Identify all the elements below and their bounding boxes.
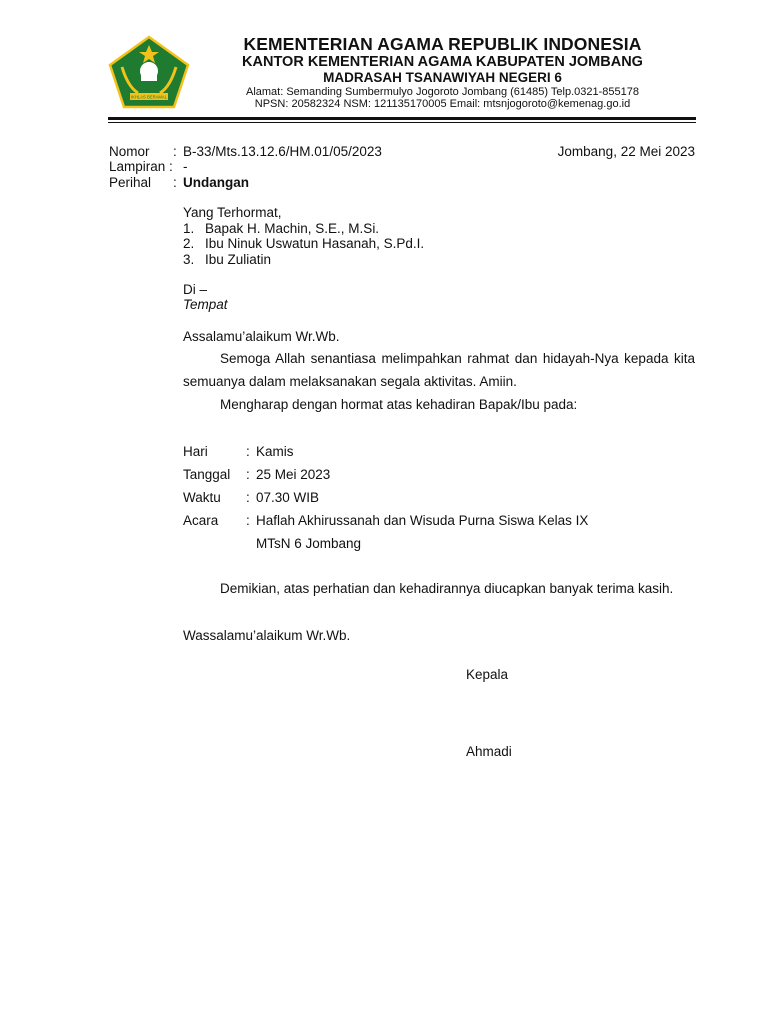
detail-value-hari: Kamis <box>256 444 294 459</box>
closing-salam: Wassalamu’alaikum Wr.Wb. <box>183 628 351 643</box>
lampiran-value: - <box>183 159 188 174</box>
perihal-colon: : <box>173 175 177 190</box>
recipient-name: Ibu Ninuk Uswatun Hasanah, S.Pd.I. <box>205 236 425 251</box>
tempat-label: Tempat <box>183 297 228 312</box>
school-address: Alamat: Semanding Sumbermulyo Jogoroto Jombang (61485) Telp.0321-855178 <box>246 86 639 98</box>
detail-colon: : <box>246 513 250 528</box>
detail-label-hari: Hari <box>183 444 208 459</box>
detail-value-waktu: 07.30 WIB <box>256 490 320 505</box>
recipient-name: Bapak H. Machin, S.E., M.Si. <box>205 221 380 236</box>
detail-colon: : <box>246 467 250 482</box>
recipient-number: 2. <box>183 236 195 251</box>
letterhead-rule-thick <box>108 117 696 120</box>
letterhead-rule-thin <box>108 122 696 123</box>
detail-value-acara-line2: MTsN 6 Jombang <box>256 536 362 551</box>
recipient-greeting: Yang Terhormat, <box>183 205 282 220</box>
nomor-label: Nomor <box>109 144 150 159</box>
signature-name: Ahmadi <box>466 744 512 759</box>
opening-salam: Assalamu’alaikum Wr.Wb. <box>183 329 340 344</box>
svg-text:IKHLAS BERAMAL: IKHLAS BERAMAL <box>130 94 168 100</box>
detail-colon: : <box>246 444 250 459</box>
detail-value-tanggal: 25 Mei 2023 <box>256 467 331 482</box>
signature-title: Kepala <box>466 667 509 682</box>
detail-label-waktu: Waktu <box>183 490 221 505</box>
school-title: MADRASAH TSANAWIYAH NEGERI 6 <box>323 70 562 85</box>
paragraph-prayer: Semoga Allah senantiasa melimpahkan rahmat dan hidayah-Nya kepada kita semuanya dalam melaksanakan segala aktivitas. Amiin. <box>183 351 695 389</box>
office-title: KANTOR KEMENTERIAN AGAMA KABUPATEN JOMBANG <box>242 54 643 70</box>
detail-value-acara: Haflah Akhirussanah dan Wisuda Purna Siswa Kelas IX <box>256 513 589 528</box>
recipient-number: 1. <box>183 221 195 236</box>
perihal-label: Perihal <box>109 175 152 190</box>
paragraph-closing: Demikian, atas perhatian dan kehadirannya diucapkan banyak terima kasih. <box>220 581 674 596</box>
nomor-colon: : <box>173 144 177 159</box>
perihal-value: Undangan <box>183 175 249 190</box>
letter-date: Jombang, 22 Mei 2023 <box>557 144 695 159</box>
detail-colon: : <box>246 490 250 505</box>
ministry-logo <box>108 35 190 109</box>
recipient-number: 3. <box>183 252 195 267</box>
ministry-title: KEMENTERIAN AGAMA REPUBLIK INDONESIA <box>243 34 642 54</box>
paragraph-invitation: Mengharap dengan hormat atas kehadiran Bapak/Ibu pada: <box>220 397 578 412</box>
di-label: Di – <box>183 282 208 297</box>
nomor-value: B-33/Mts.13.12.6/HM.01/05/2023 <box>183 144 382 159</box>
lampiran-label: Lampiran : <box>109 159 173 174</box>
school-ids: NPSN: 20582324 NSM: 121135170005 Email: mtsnjogoroto@kemenag.go.id <box>254 98 631 110</box>
detail-label-tanggal: Tanggal <box>183 467 231 482</box>
detail-label-acara: Acara <box>183 513 219 528</box>
recipient-name: Ibu Zuliatin <box>205 252 272 267</box>
